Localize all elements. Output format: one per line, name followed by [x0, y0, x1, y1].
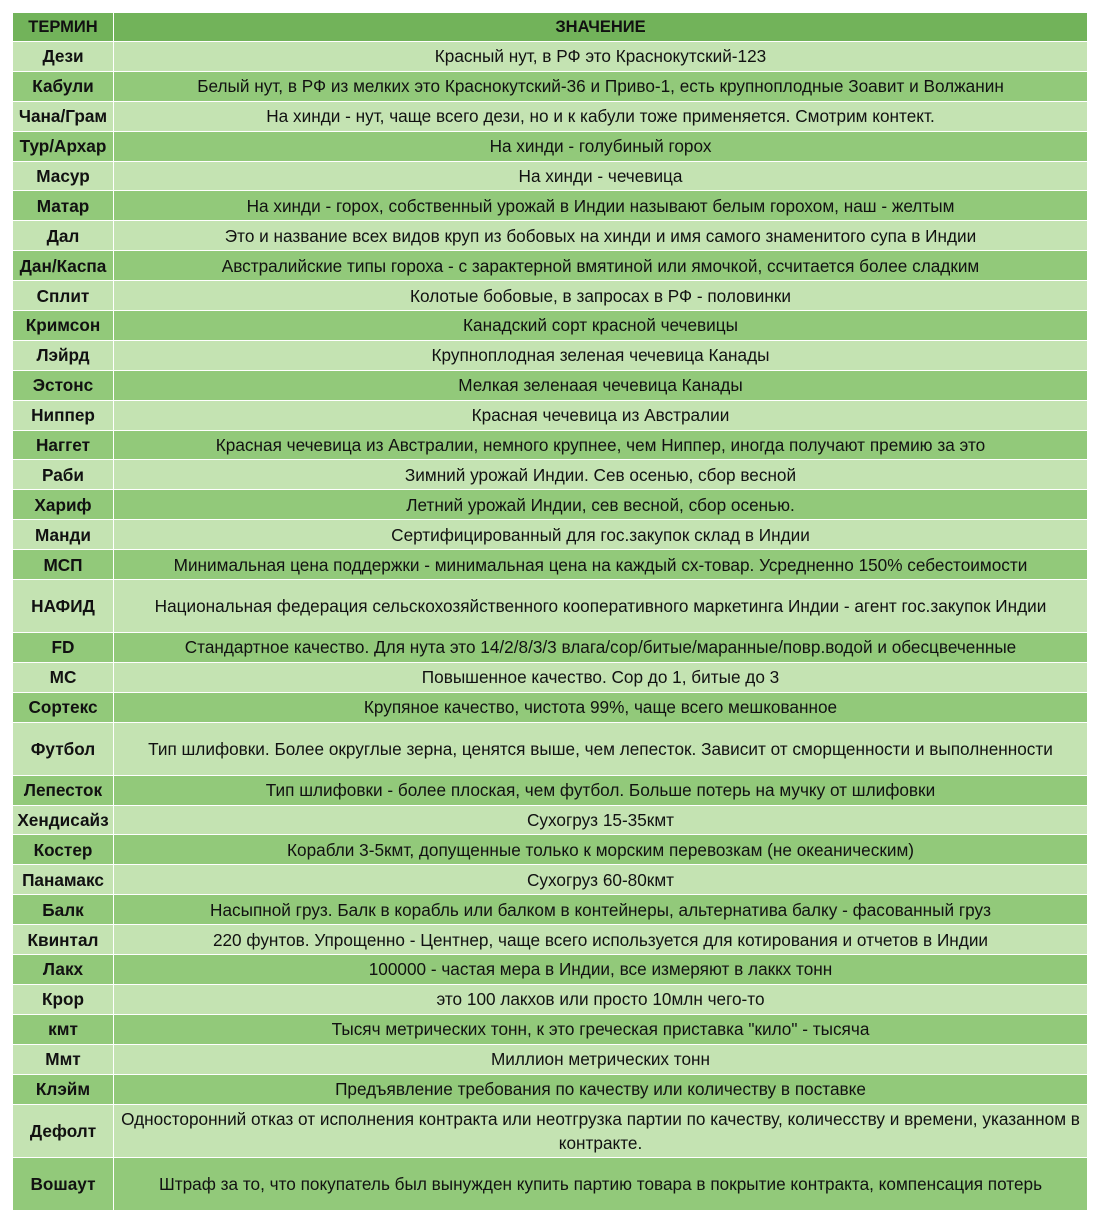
term-cell: Матар [13, 191, 114, 221]
definition-cell: 100000 - частая мера в Индии, все измеряют в лаккх тонн [114, 955, 1088, 985]
definition-cell: Зимний урожай Индии. Сев осенью, сбор весной [114, 460, 1088, 490]
glossary-body [13, 42, 1088, 1211]
term-cell: Хендисайз [13, 805, 114, 835]
table-row [13, 984, 1088, 1014]
definition-cell: Сухогруз 60-80кмт [114, 865, 1088, 895]
term-cell: Крор [13, 984, 114, 1014]
definition-cell: Красная чечевица из Австралии, немного крупнее, чем Ниппер, иногда получают премию за это [114, 430, 1088, 460]
definition-cell: это 100 лакхов или просто 10млн чего-то [114, 984, 1088, 1014]
table-row [13, 955, 1088, 985]
term-cell: МСП [13, 550, 114, 580]
table-row [13, 775, 1088, 805]
term-cell: Эстонс [13, 370, 114, 400]
term-cell: Костер [13, 835, 114, 865]
table-row [13, 101, 1088, 131]
glossary-table [12, 12, 1088, 1211]
term-cell: FD [13, 633, 114, 663]
definition-cell: Штраф за то, что покупатель был вынужден купить партию товара в покрытие контракта, компенсация потерь [114, 1157, 1088, 1210]
term-cell: Балк [13, 895, 114, 925]
term-cell: Лепесток [13, 775, 114, 805]
table-row [13, 1157, 1088, 1210]
definition-cell: Канадский сорт красной чечевицы [114, 311, 1088, 341]
table-row [13, 251, 1088, 281]
table-row [13, 1074, 1088, 1104]
definition-cell: Односторонний отказ от исполнения контракта или неотгрузка партии по качеству, количесству и времени, указанном в контракте. [114, 1104, 1088, 1157]
table-row [13, 490, 1088, 520]
definition-cell: Насыпной груз. Балк в корабль или балком в контейнеры, альтернатива балку - фасованный груз [114, 895, 1088, 925]
table-row [13, 191, 1088, 221]
term-cell: Футбол [13, 722, 114, 775]
definition-cell: На хинди - нут, чаще всего дези, но и к кабули тоже применяется. Смотрим контект. [114, 101, 1088, 131]
term-cell: Дефолт [13, 1104, 114, 1157]
table-row [13, 865, 1088, 895]
term-cell: Сплит [13, 281, 114, 311]
table-row [13, 281, 1088, 311]
table-row [13, 370, 1088, 400]
term-cell: Дан/Каспа [13, 251, 114, 281]
definition-cell: Крупноплодная зеленая чечевица Канады [114, 340, 1088, 370]
term-cell: Квинтал [13, 925, 114, 955]
definition-cell: Тип шлифовки - более плоская, чем футбол. Больше потерь на мучку от шлифовки [114, 775, 1088, 805]
definition-cell: Сухогруз 15-35кмт [114, 805, 1088, 835]
table-row [13, 161, 1088, 191]
definition-cell: Стандартное качество. Для нута это 14/2/8/3/3 влага/сор/битые/маранные/повр.водой и обесцвеченные [114, 633, 1088, 663]
table-row [13, 925, 1088, 955]
table-row [13, 1104, 1088, 1157]
table-row [13, 805, 1088, 835]
term-cell: Лэйрд [13, 340, 114, 370]
term-cell: Хариф [13, 490, 114, 520]
term-cell: Дал [13, 221, 114, 251]
definition-cell: Тысяч метрических тонн, к это греческая приставка "кило" - тысяча [114, 1014, 1088, 1044]
definition-cell: Крупяное качество, чистота 99%, чаще всего мешкованное [114, 692, 1088, 722]
header-value: ЗНАЧЕНИЕ [114, 13, 1088, 42]
definition-cell: Мелкая зеленаая чечевица Канады [114, 370, 1088, 400]
definition-cell: Белый нут, в РФ из мелких это Краснокутский-36 и Приво-1, есть крупноплодные Зоавит и Волжанин [114, 71, 1088, 101]
definition-cell: Австралийские типы гороха - с зарактерной вмятиной или ямочкой, ссчитается более сладким [114, 251, 1088, 281]
definition-cell: Тип шлифовки. Более округлые зерна, ценятся выше, чем лепесток. Зависит от сморщенности и выполненности [114, 722, 1088, 775]
term-cell: Сортекс [13, 692, 114, 722]
table-row [13, 895, 1088, 925]
definition-cell: Красный нут, в РФ это Краснокутский-123 [114, 42, 1088, 72]
table-row [13, 42, 1088, 72]
table-row [13, 1044, 1088, 1074]
table-row [13, 131, 1088, 161]
term-cell: Дези [13, 42, 114, 72]
table-row [13, 692, 1088, 722]
definition-cell: Минимальная цена поддержки - минимальная цена на каждый сх-товар. Усредненно 150% себестоимости [114, 550, 1088, 580]
header-term: ТЕРМИН [13, 13, 114, 42]
term-cell: Чана/Грам [13, 101, 114, 131]
definition-cell: Летний урожай Индии, сев весной, сбор осенью. [114, 490, 1088, 520]
term-cell: Тур/Архар [13, 131, 114, 161]
table-row [13, 580, 1088, 633]
definition-cell: На хинди - голубиный горох [114, 131, 1088, 161]
table-row [13, 221, 1088, 251]
definition-cell: Повышенное качество. Сор до 1, битые до 3 [114, 662, 1088, 692]
table-row [13, 550, 1088, 580]
table-row [13, 520, 1088, 550]
term-cell: Клэйм [13, 1074, 114, 1104]
table-row [13, 460, 1088, 490]
term-cell: Ниппер [13, 400, 114, 430]
table-row [13, 662, 1088, 692]
header-row [13, 13, 1088, 42]
table-row [13, 71, 1088, 101]
definition-cell: Корабли 3-5кмт, допущенные только к морским перевозкам (не океаническим) [114, 835, 1088, 865]
table-row [13, 722, 1088, 775]
definition-cell: Сертифицированный для гос.закупок склад в Индии [114, 520, 1088, 550]
term-cell: НАФИД [13, 580, 114, 633]
table-row [13, 311, 1088, 341]
table-row [13, 430, 1088, 460]
term-cell: Раби [13, 460, 114, 490]
term-cell: Манди [13, 520, 114, 550]
definition-cell: Миллион метрических тонн [114, 1044, 1088, 1074]
definition-cell: Национальная федерация сельскохозяйственного кооперативного маркетинга Индии - агент гос.закупок Индии [114, 580, 1088, 633]
definition-cell: Колотые бобовые, в запросах в РФ - половинки [114, 281, 1088, 311]
table-row [13, 1014, 1088, 1044]
term-cell: Вошаут [13, 1157, 114, 1210]
table-row [13, 340, 1088, 370]
definition-cell: 220 фунтов. Упрощенно - Центнер, чаще всего используется для котирования и отчетов в Индии [114, 925, 1088, 955]
term-cell: Ммт [13, 1044, 114, 1074]
term-cell: МС [13, 662, 114, 692]
definition-cell: На хинди - чечевица [114, 161, 1088, 191]
definition-cell: Это и название всех видов круп из бобовых на хинди и имя самого знаменитого супа в Индии [114, 221, 1088, 251]
term-cell: Панамакс [13, 865, 114, 895]
term-cell: Кабули [13, 71, 114, 101]
term-cell: Кримсон [13, 311, 114, 341]
table-row [13, 400, 1088, 430]
term-cell: кмт [13, 1014, 114, 1044]
table-row [13, 633, 1088, 663]
definition-cell: Красная чечевица из Австралии [114, 400, 1088, 430]
table-row [13, 835, 1088, 865]
definition-cell: Предъявление требования по качеству или количеству в поставке [114, 1074, 1088, 1104]
term-cell: Наггет [13, 430, 114, 460]
term-cell: Лакх [13, 955, 114, 985]
term-cell: Масур [13, 161, 114, 191]
definition-cell: На хинди - горох, собственный урожай в Индии называют белым горохом, наш - желтым [114, 191, 1088, 221]
